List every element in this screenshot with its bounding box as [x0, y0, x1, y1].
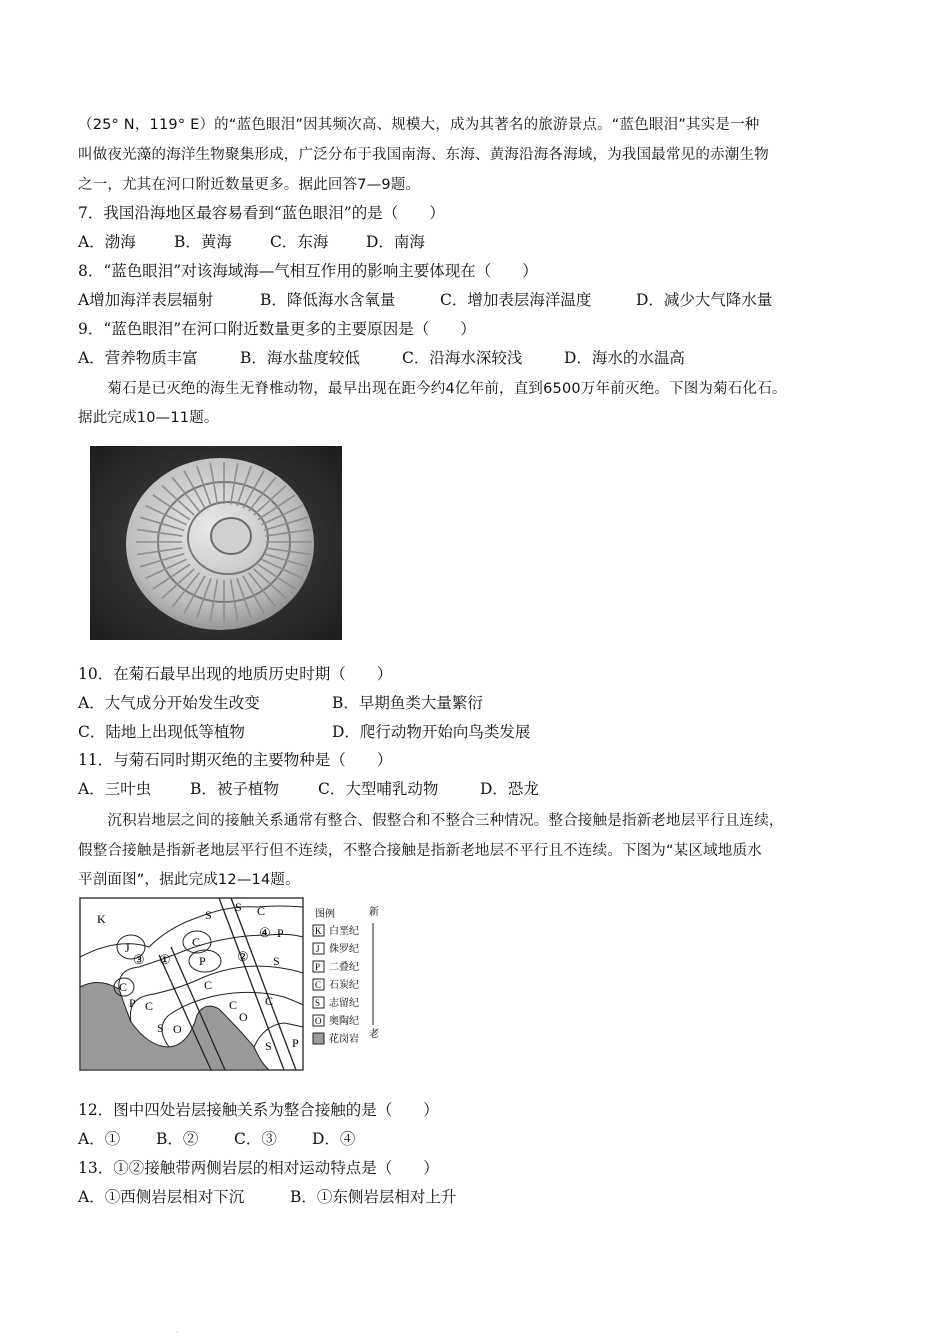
intro-3-line-3: 平剖面图”，据此完成12—14题。 [78, 872, 300, 888]
marker-2: ② [237, 949, 249, 964]
ammonite-fossil-illustration [90, 446, 342, 640]
label-s2: S [235, 900, 242, 914]
question-13-options [78, 1186, 878, 1208]
legend-old-label: 老 [369, 1029, 379, 1040]
question-8-options [78, 289, 878, 311]
marker-4: ④ [259, 925, 271, 940]
q7-option-b: B．黄海 [174, 233, 232, 251]
q11-option-a: A．三叶虫 [78, 780, 152, 798]
legend-code-c: C [315, 980, 322, 990]
intro-3-line-1: 沉积岩地层之间的接触关系通常有整合、假整合和不整合三种情况。整合接触是指新老地层平行且连续， [78, 813, 784, 829]
geological-map-svg [79, 897, 391, 1072]
label-c5: C [145, 999, 154, 1013]
geological-section-map [79, 897, 391, 1072]
legend-name-s: 志留纪 [329, 998, 359, 1009]
q12-option-c: C．③ [234, 1130, 277, 1148]
intro-2-line-1: 菊石是已灭绝的海生无脊椎动物，最早出现在距今约4亿年前，直到6500万年前灭绝。下图为菊石化石。 [78, 381, 787, 397]
q8-option-a: A增加海洋表层辐射 [78, 291, 214, 309]
question-11-options [78, 778, 878, 800]
marker-3: ③ [133, 952, 145, 967]
q9-option-d: D．海水的水温高 [564, 349, 685, 367]
label-o1: O [173, 1022, 182, 1036]
q10-option-a: A．大气成分开始发生改变 [78, 694, 260, 712]
label-s5: S [265, 1039, 272, 1053]
label-p1: P [277, 926, 284, 940]
q10-option-c: C．陆地上出现低等植物 [78, 723, 245, 741]
intro-3-line-2: 假整合接触是指新老地层平行但不连续，不整合接触是指新老地层不平行且不连续。下图为“某区域地质水 [78, 843, 762, 859]
legend-name-p: 二叠纪 [329, 962, 359, 973]
q8-option-c: C．增加表层海洋温度 [440, 291, 592, 309]
q10-option-d: D．爬行动物开始向鸟类发展 [332, 723, 531, 741]
legend-name-j: 侏罗纪 [329, 944, 359, 955]
label-c7: C [265, 994, 274, 1008]
label-j: J [125, 941, 130, 955]
q12-option-d: D．④ [312, 1130, 356, 1148]
q7-option-c: C．东海 [270, 233, 329, 251]
question-7-options [78, 231, 878, 253]
legend-code-o: O [315, 1016, 322, 1026]
question-11-stem: 11．与菊石同时期灭绝的主要物种是（ ） [78, 751, 393, 769]
q9-option-b: B．海水盐度较低 [240, 349, 360, 367]
q8-option-b: B．降低海水含氧量 [260, 291, 396, 309]
footer-mark: · [176, 1328, 179, 1337]
label-k: K [97, 912, 106, 926]
legend-code-p: P [315, 962, 321, 972]
q13-option-a: A．①西侧岩层相对下沉 [78, 1188, 245, 1206]
intro-2-line-2: 据此完成10—11题。 [78, 410, 219, 426]
question-10-options-row-1 [78, 692, 878, 714]
question-13-stem: 13．①②接触带两侧岩层的相对运动特点是（ ） [78, 1159, 439, 1177]
legend-code-k: K [315, 926, 322, 936]
question-8-stem: 8．“蓝色眼泪”对该海域海—气相互作用的影响主要体现在（ ） [78, 262, 538, 280]
label-c6: C [229, 998, 238, 1012]
legend-list [313, 924, 359, 1045]
q10-option-b: B．早期鱼类大量繁衍 [332, 694, 483, 712]
q7-option-a: A．渤海 [78, 233, 136, 251]
q7-option-d: D．南海 [366, 233, 425, 251]
question-9-options [78, 347, 878, 369]
question-10-stem: 10．在菊石最早出现的地质历史时期（ ） [78, 665, 393, 683]
q9-option-a: A．营养物质丰富 [78, 349, 198, 367]
legend-name-o: 奥陶纪 [329, 1016, 359, 1027]
question-12-options [78, 1128, 878, 1150]
question-7-stem: 7．我国沿海地区最容易看到“蓝色眼泪”的是（ ） [78, 204, 445, 222]
q12-option-a: A．① [78, 1130, 121, 1148]
q11-option-c: C．大型哺乳动物 [318, 780, 439, 798]
intro-1-line-2: 叫做夜光藻的海洋生物聚集形成，广泛分布于我国南海、东海、黄海沿海各海域，为我国最常见的赤潮生物 [78, 147, 769, 163]
legend-title: 图例 [315, 909, 335, 920]
label-c3: C [119, 980, 128, 994]
q13-option-b: B．①东侧岩层相对上升 [290, 1188, 457, 1206]
label-p3: P [129, 996, 136, 1010]
q11-option-d: D．恐龙 [480, 780, 539, 798]
label-c1: C [257, 904, 266, 918]
q12-option-b: B．② [156, 1130, 199, 1148]
q11-option-b: B．被子植物 [190, 780, 279, 798]
label-c2: C [192, 935, 201, 949]
label-s4: S [157, 1021, 164, 1035]
intro-1-line-1: （25° N，119° E）的“蓝色眼泪”因其频次高、规模大，成为其著名的旅游景点。“蓝色眼泪”其实是一种 [78, 117, 760, 133]
label-p4: P [292, 1036, 299, 1050]
q9-option-c: C．沿海水深较浅 [402, 349, 523, 367]
legend-name-c: 石炭纪 [329, 980, 359, 991]
intro-1-line-3: 之一，尤其在河口附近数量更多。据此回答7—9题。 [78, 177, 421, 193]
legend-code-j: J [316, 944, 320, 954]
legend-new-label: 新 [369, 907, 379, 918]
label-s1: S [205, 908, 212, 922]
marker-1: ① [159, 952, 171, 967]
ammonite-fossil-photo [90, 446, 342, 640]
label-s3: S [273, 954, 280, 968]
label-c4: C [204, 978, 213, 992]
q8-option-d: D．减少大气降水量 [636, 291, 773, 309]
question-12-stem: 12．图中四处岩层接触关系为整合接触的是（ ） [78, 1101, 439, 1119]
legend-name-k: 白垩纪 [329, 926, 359, 937]
question-10-options-row-2 [78, 721, 878, 743]
legend-name-granite: 花岗岩 [329, 1034, 359, 1045]
legend-code-s: S [315, 998, 321, 1008]
legend-swatch-granite [313, 1033, 324, 1044]
question-9-stem: 9．“蓝色眼泪”在河口附近数量更多的主要原因是（ ） [78, 320, 476, 338]
label-o2: O [239, 1010, 248, 1024]
label-p2: P [199, 954, 206, 968]
